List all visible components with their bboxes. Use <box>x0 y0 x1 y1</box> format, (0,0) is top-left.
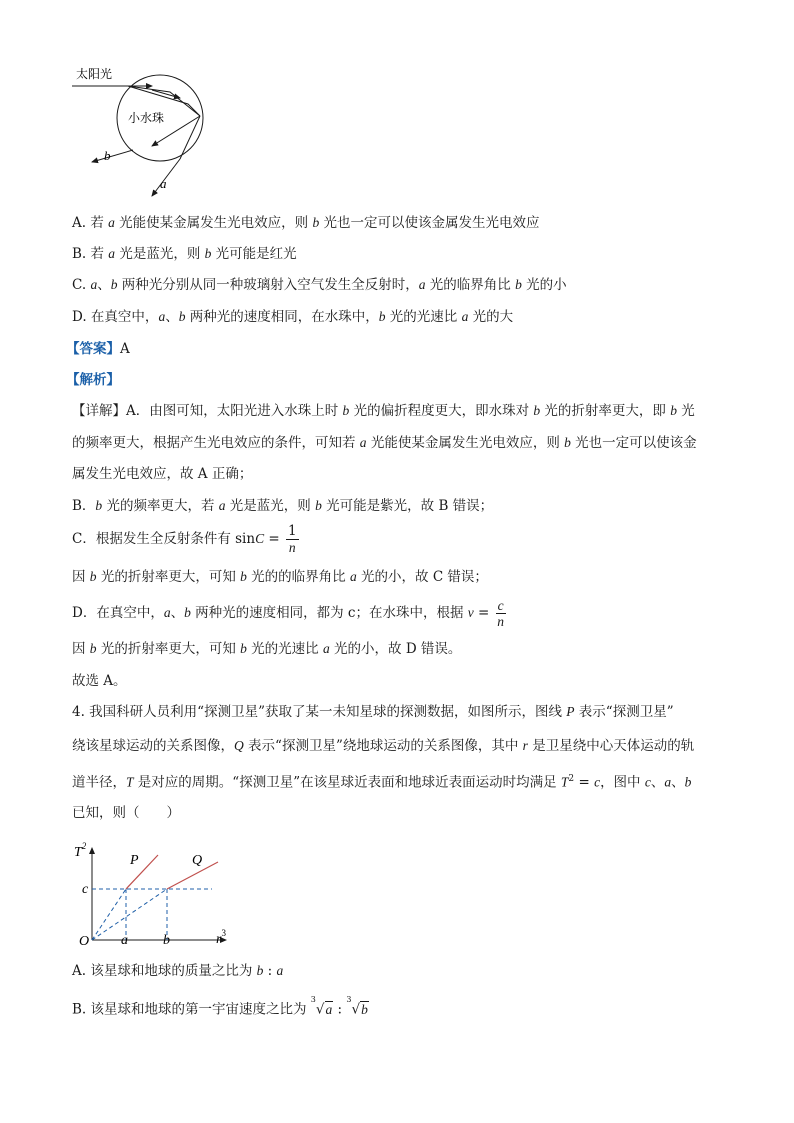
q-label: Q <box>192 853 203 868</box>
ray-b-out <box>92 150 133 162</box>
q3-option-d: D. 在真空中，a、b 两种光的速度相同，在水珠中，b 光的光速比 a 光的大 <box>72 309 514 325</box>
droplet-label: 小水珠 <box>128 111 165 125</box>
detail-line-2: 的频率更大，根据产生光电效应的条件，可知若 a 光能使某金属发生光电效应，则 b 光也一定可以使该金 <box>72 435 697 451</box>
detail-line-6: 因 b 光的折射率更大，可知 b 光的的临界角比 a 光的小，故 C 错误； <box>72 569 488 585</box>
fraction-1-over-n: $\frac{1}{n}$ <box>287 523 297 555</box>
x-axis-label: $r^3$ <box>216 928 226 947</box>
q3-option-b: B. 若 a 光是蓝光，则 b 光可能是红光 <box>72 246 297 262</box>
cube-root-a: $^3$√a <box>310 995 333 1018</box>
q4-line-1: 4. 我国科研人员利用“探测卫星”获取了某一未知星球的探测数据，如图所示，图线 P 表示“探测卫星” <box>72 704 674 720</box>
detail-line-8: 因 b 光的折射率更大，可知 b 光的光速比 a 光的小，故 D 错误。 <box>72 641 462 657</box>
c-label: c <box>82 882 89 897</box>
answer-value: A <box>120 341 130 357</box>
q4-option-b: B. 该星球和地球的第一宇宙速度之比为 $^3$√a : $^3$√b <box>72 995 368 1018</box>
a-label: a <box>121 933 128 948</box>
y-axis-label: $T^2$ <box>74 841 87 860</box>
ray-b-label: b <box>104 148 111 163</box>
cube-root-b: $^3$√b <box>346 995 368 1018</box>
origin-label: O <box>79 934 90 949</box>
answer-label: 【答案】 <box>66 341 120 357</box>
analysis-line <box>66 371 120 389</box>
detail-line-3: 属发生光电效应，故 A 正确； <box>72 466 253 482</box>
detail-line-5: C．根据发生全反射条件有 sinC = $\frac{1}{n}$ <box>72 523 297 555</box>
p-label: P <box>130 853 139 868</box>
q4-line-3: 道半径，T 是对应的周期。“探测卫星”在该星球近表面和地球近表面运动时均满足 $T^2 = c$，图中 c、a、b <box>72 774 692 791</box>
q3-option-c: C. a、b 两种光分别从同一种玻璃射入空气发生全反射时，a 光的临界角比 b 光的小 <box>72 277 567 293</box>
detail-line-9: 故选 A。 <box>72 673 127 689</box>
fraction-c-over-n: $\frac{c}{n}$ <box>497 598 505 629</box>
detail-line-4: B．b 光的频率更大，若 a 光是蓝光，则 b 光可能是紫光，故 B 错误； <box>72 498 494 514</box>
sunlight-label: 太阳光 <box>76 67 113 81</box>
q3-option-a: A. 若 a 光能使某金属发生光电效应，则 b 光也一定可以使该金属发生光电效应 <box>72 215 540 231</box>
ray-a-label: a <box>160 176 167 191</box>
q4-line-2: 绕该星球运动的关系图像，Q 表示“探测卫星”绕地球运动的关系图像，其中 r 是卫星绕中心天体运动的轨 <box>72 738 695 754</box>
analysis-label: 【解析】 <box>66 372 120 388</box>
detail-line-1: 【详解】A．由图可知，太阳光进入水珠上时 b 光的偏折程度更大，即水珠对 b 光的折射率更大，即 b 光 <box>72 403 695 419</box>
detail-line-7: D．在真空中，a、b 两种光的速度相同，都为 c；在水珠中，根据 v = $\frac{c}{n}$ <box>72 598 505 629</box>
q-dashed-line <box>92 889 167 940</box>
q4-line-4: 已知，则（ ） <box>72 805 180 821</box>
answer-line <box>66 340 130 358</box>
droplet-figure <box>0 0 794 205</box>
b-label: b <box>163 933 170 948</box>
t2-r3-graph <box>0 830 794 950</box>
q4-option-a: A. 该星球和地球的质量之比为 b : a <box>72 963 284 979</box>
